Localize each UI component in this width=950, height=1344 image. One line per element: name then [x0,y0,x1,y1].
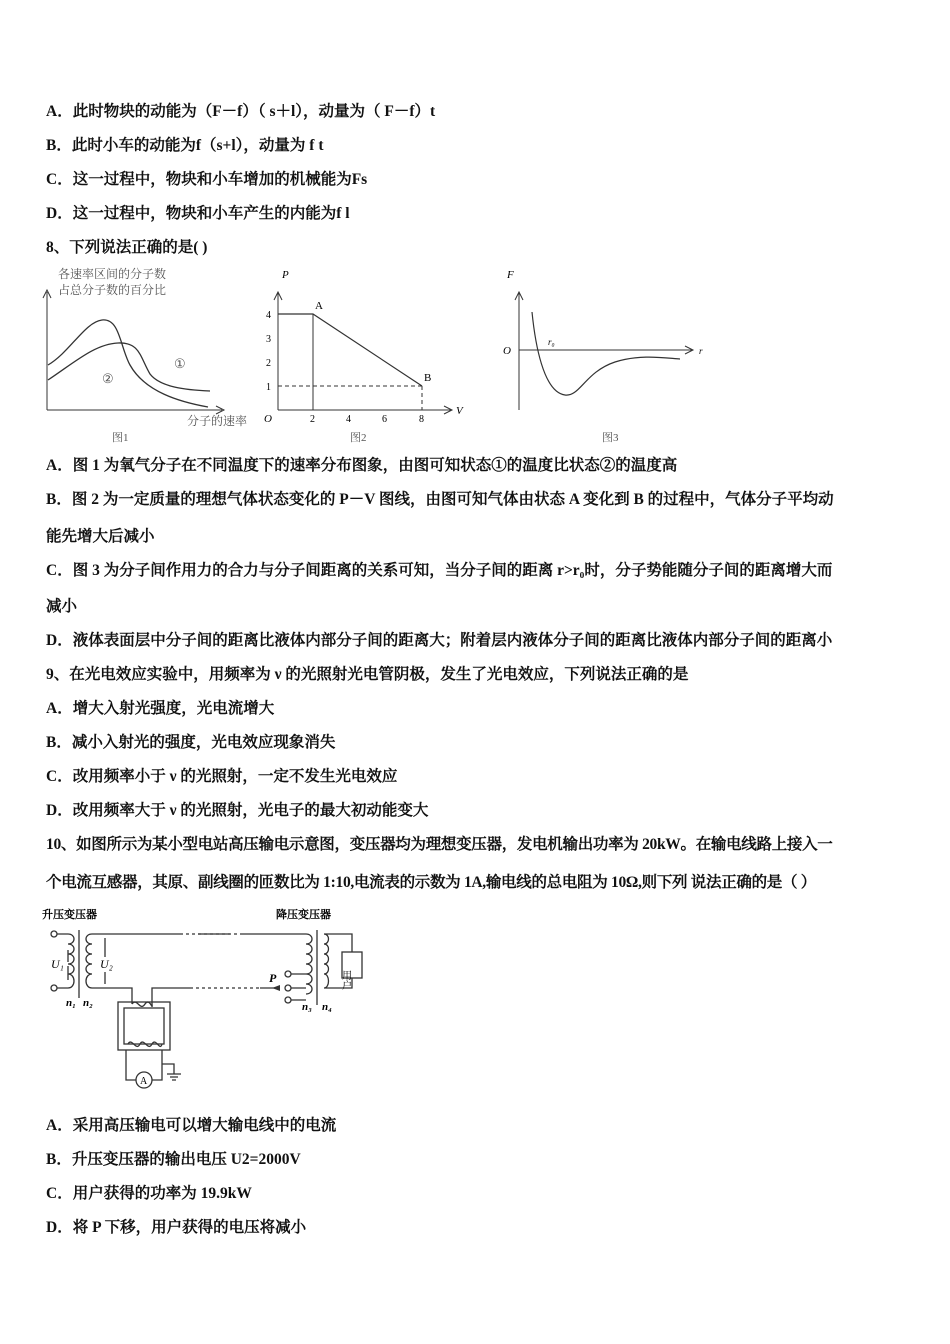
fig2-caption: 图2 [350,432,367,444]
q10-option-b [46,1150,301,1170]
step-down-label: 降压变压器 [276,909,331,921]
option-label: C． [46,562,73,579]
option-text: 减小入射光的强度，光电效应现象消失 [71,734,336,751]
option-text: 这一过程中，物块和小车增加的机械能为Fs [72,171,368,188]
fig1-ylabel: 占总分子数的百分比 [58,283,167,297]
y-tick: 2 [266,358,271,369]
option-text: 这一过程中，物块和小车产生的内能为f l [72,205,350,222]
q7-option-b [46,136,324,156]
q10-option-a [46,1116,336,1136]
ct-primary [132,1002,152,1006]
option-label: C． [46,768,73,785]
x-tick: 6 [382,414,387,425]
q10-option-d [46,1218,306,1238]
q9-option-d [46,801,428,821]
option-label: B． [46,137,72,154]
option-label: D． [46,1219,73,1236]
q7-option-c [46,170,367,190]
q10-option-c [46,1184,252,1204]
q9-option-b [46,733,335,753]
arrow-icon [272,985,280,991]
option-text: 液体表面层中分子间的距离比液体内部分子间的距离大；附着层内液体分子间的距离比液体内部分子间的距离小 [72,632,833,649]
fig1-xlabel: 分子的速率 [187,414,248,428]
curve-1-label: ① [174,356,186,371]
origin: O [264,413,272,425]
option-label: D． [46,205,73,222]
x-tick: 8 [419,414,424,425]
point-a: A [315,300,323,312]
p-label: P [269,971,277,985]
figure-3-force-distance [495,262,715,447]
q8-stem: 8、下列说法正确的是( ) [46,239,208,256]
option-text: 图 3 为分子间作用力的合力与分子间距离的关系可知，当分子间的距离 r>r₀时，分子势能随分子间的距离增大而 [72,562,833,579]
option-text: 改用频率小于 ν 的光照射，一定不发生光电效应 [72,768,398,785]
u2-label: U₂ [100,957,113,971]
q8-option-c [46,561,832,581]
option-label: D． [46,802,73,819]
fig3-caption: 图3 [602,432,619,444]
option-label: B． [46,491,72,508]
figure-2-pv-graph [260,262,475,447]
option-label: A． [46,103,73,120]
option-text: 升压变压器的输出电压 U2=2000V [71,1151,301,1168]
figure-1-speed-distribution [40,262,260,447]
option-label: C． [46,171,73,188]
tap [285,971,291,977]
process-line [278,314,422,386]
q9-option-a [46,699,274,719]
option-text: 图 2 为一定质量的理想气体状态变化的 P－V 图线，由图可知气体由状态 A 变化到 B 的过程中，气体分子平均动 [71,491,834,508]
option-text: 改用频率大于 ν 的光照射，光电子的最大初动能变大 [72,802,429,819]
ct-secondary [128,1042,162,1046]
tap-wires [291,974,306,1000]
option-label: A． [46,700,73,717]
q9-option-c [46,767,397,787]
step-up-label: 升压变压器 [42,909,97,921]
terminal [51,985,57,991]
q7-option-d [46,204,350,224]
option-text-continued: 能先增大后减小 [46,528,155,545]
user-label: 用户 [339,970,351,990]
x-tick: 4 [346,414,351,425]
option-text: 采用高压输电可以增大输电线中的电流 [72,1117,337,1134]
fig3-ylabel: F [507,269,514,281]
r0-label: r₀ [548,337,555,347]
fig1-caption: 图1 [112,432,129,444]
n2-label: n₂ [83,997,93,1009]
transmission-circuit-diagram [40,902,370,1092]
curve-2-label: ② [102,371,114,386]
option-text: 增大入射光强度，光电流增大 [72,700,275,717]
option-text: 将 P 下移，用户获得的电压将减小 [72,1219,307,1236]
n1-label: n₁ [66,997,76,1009]
n4-label: n₄ [322,1001,332,1013]
x-tick: 2 [310,414,315,425]
ammeter-label: A [140,1076,148,1087]
y-tick: 3 [266,334,271,345]
u1-label: U₁ [51,957,64,971]
y-tick: 1 [266,382,271,393]
option-text-continued: 减小 [46,598,78,615]
option-text: 图 1 为氧气分子在不同温度下的速率分布图象，由图可知状态①的温度比状态②的温度高 [72,457,678,474]
n3-label: n₃ [302,1001,312,1013]
terminal [51,931,57,937]
step-down-secondary [324,934,332,988]
curve-1 [48,343,210,391]
option-text: 用户获得的功率为 19.9kW [72,1185,252,1202]
q9-stem: 9、在光电效应实验中，用频率为 ν 的光照射光电管阴极，发生了光电效应，下列说法正确的是 [46,666,689,683]
y-tick: 4 [266,310,271,321]
option-label: B． [46,734,72,751]
option-label: C． [46,1185,73,1202]
tap [285,997,291,1003]
ground-icon [167,1074,181,1080]
force-curve [532,312,680,395]
option-label: D． [46,632,73,649]
q10-stem-line2: 个电流互感器，其原、副线圈的匝数比为 1:10,电流表的示数为 1A,输电线的总电阻为 10Ω,则下列 说法正确的是（ ） [46,874,816,891]
q10-stem-line1: 10、如图所示为某小型电站高压输电示意图，变压器均为理想变压器，发电机输出功率为 20kW。在输电线路上接入一 [46,836,833,853]
fig1-ylabel: 各速率区间的分子数 [58,267,167,281]
option-text: 此时物块的动能为（F－f）（ s＋l），动量为（ F－f）t [72,103,436,120]
option-text: 此时小车的动能为f（s+l），动量为 f t [71,137,324,154]
origin: O [503,345,511,357]
option-label: A． [46,1117,73,1134]
ct-core-inner [124,1008,164,1044]
q8-option-b [46,490,834,510]
option-label: A． [46,457,73,474]
point-b: B [424,372,432,384]
fig2-xlabel: V [456,405,463,417]
q8-option-d [46,631,832,651]
q7-option-a [46,102,435,122]
fig3-xlabel: r [699,346,703,356]
fig2-ylabel: P [282,269,289,281]
tap [285,985,291,991]
q8-option-a [46,456,677,476]
option-label: B． [46,1151,72,1168]
